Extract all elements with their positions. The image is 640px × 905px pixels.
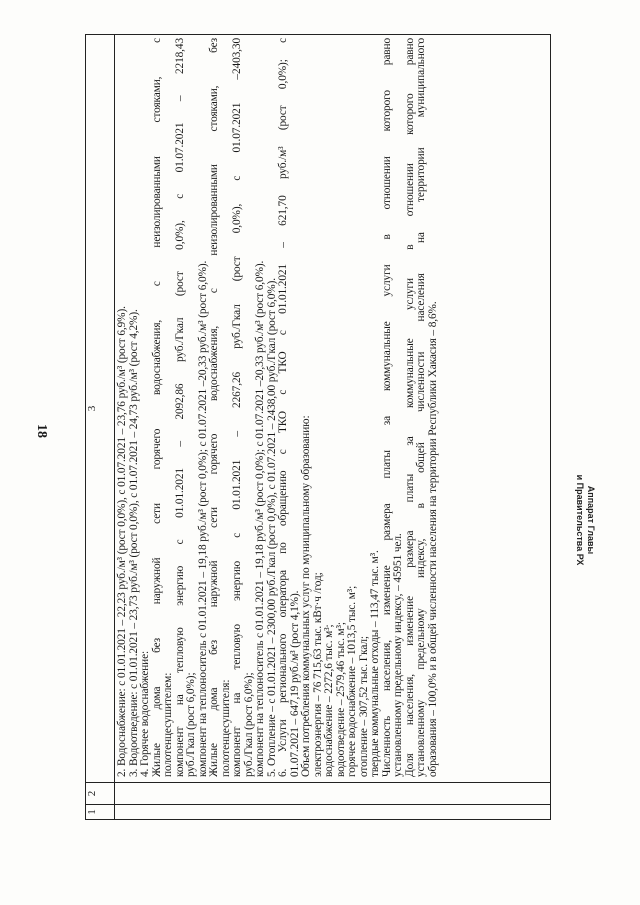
text-line: водоснабжение – 2272,6 тыс. м³;	[323, 624, 335, 777]
text-line: полотенцесушителя:	[219, 679, 232, 777]
text-line: Жилые дома без наружной сети горячего водоснабжения, с неизолированными стояками, без	[208, 38, 220, 777]
text-line: компонент на теплоноситель с 01.01.2021 – 19,18 руб./м³ (рост 0,0%); с 01.07.2021 –20,33 руб./м³ (рост 6,0%).	[196, 260, 209, 777]
text-line: Численность населения, изменение размера платы за коммунальные услуги в отношении которого равно	[380, 38, 393, 777]
document-table	[85, 34, 551, 820]
text-line: установленному предельному индексу, – 45951 чел.	[392, 533, 404, 777]
stamp-line-2: и Правительства РХ	[575, 474, 585, 566]
text-line: 5. Отопление – с 01.01.2021 – 2300,00 руб./Гкал (рост 0,0%), с 01.07.2021 – 2438,00 руб./Гкал (рост 6,0%).	[265, 278, 278, 777]
stamp-line-1: Аппарат Главы	[586, 485, 596, 555]
text-line: компонент на тепловую энергию с 01.01.2021 – 2092,86 руб./Гкал (рост 0,0%), с 01.07.2021 – 2218,43	[173, 38, 186, 777]
text-line: твердые коммунальные отходы – 113,47 тыс. м³.	[369, 550, 381, 777]
text-line: компонент на теплоноситель с 01.01.2021 – 19,18 руб./м³ (рост 0,0%); с 01.07.2021 –20,33 руб./м³ (рост 6,0%).	[254, 260, 266, 777]
text-line: 2. Водоснабжение: с 01.01.2021 – 22,23 руб./м³ (рост 0,0%), с 01.07.2021 – 23,76 руб./м³ (рост 6,9%).	[116, 306, 128, 777]
column-header-2: 2	[86, 783, 115, 805]
page-number: 18	[34, 424, 49, 438]
text-line: Доля населения, изменение размера платы за коммунальные услуги в отношении которого равно	[403, 38, 416, 777]
text-line: руб./Гкал (рост 6,0%);	[185, 672, 197, 777]
text-line: 3. Водоотведение: с 01.01.2021 – 23,73 руб./м³ (рост 0,0%), с 01.07.2021 – 24,73 руб./м³ (рост 4,2%).	[127, 309, 140, 777]
text-line: Объем потребления коммунальных услуг по муниципальному образованию:	[300, 415, 312, 777]
table-header-row	[86, 35, 115, 820]
text-line: водоотведение – 2579,46 тыс. м³;	[334, 622, 347, 777]
text-line: образования – 100,0% и в общей численности населения на территории Республики Хакасия – 8,6%.	[426, 301, 439, 777]
rotated-page-content	[85, 34, 551, 820]
column-1-cell	[115, 805, 551, 820]
text-line: Жилые дома без наружной сети горячего водоснабжения, с неизолированными стояками, с	[150, 38, 163, 777]
text-line: полотенцесушителем:	[162, 672, 174, 777]
text-line: компонент на тепловую энергию с 01.01.2021 – 2267,26 руб./Гкал (рост 0,0%), с 01.07.2021 –2403,30	[231, 38, 243, 777]
tariff-text	[115, 35, 439, 782]
text-line: электроэнергия – 76 715,63 тыс. кВт·ч /год;	[311, 572, 324, 777]
column-header-1: 1	[86, 805, 115, 820]
text-line: отопление – 307,52 тыс. Гкал;	[357, 636, 370, 777]
column-2-cell	[115, 783, 551, 805]
text-line: 01.07.2021 – 647,19 руб./м³ (рост 4,1%).	[288, 590, 301, 777]
text-line: 4. Горячее водоснабжение:	[139, 650, 151, 777]
text-line: 6. Услуги регионального оператора по обращению с ТКО с ТКО с 01.01.2021 – 621,70 руб./м³ (рост 0,0%); с	[277, 38, 289, 777]
text-line: руб./Гкал (рост 6,0%);	[242, 672, 255, 777]
text-line: горячее водоснабжение – 1013,5 тыс. м³;	[346, 585, 358, 777]
text-line: установленному предельному индексу, в общей численности населения на территории муниципального	[415, 38, 427, 777]
column-header-3: 3	[86, 35, 115, 783]
column-3-cell	[115, 35, 551, 783]
office-stamp	[574, 475, 596, 566]
table-body-row	[115, 35, 551, 820]
